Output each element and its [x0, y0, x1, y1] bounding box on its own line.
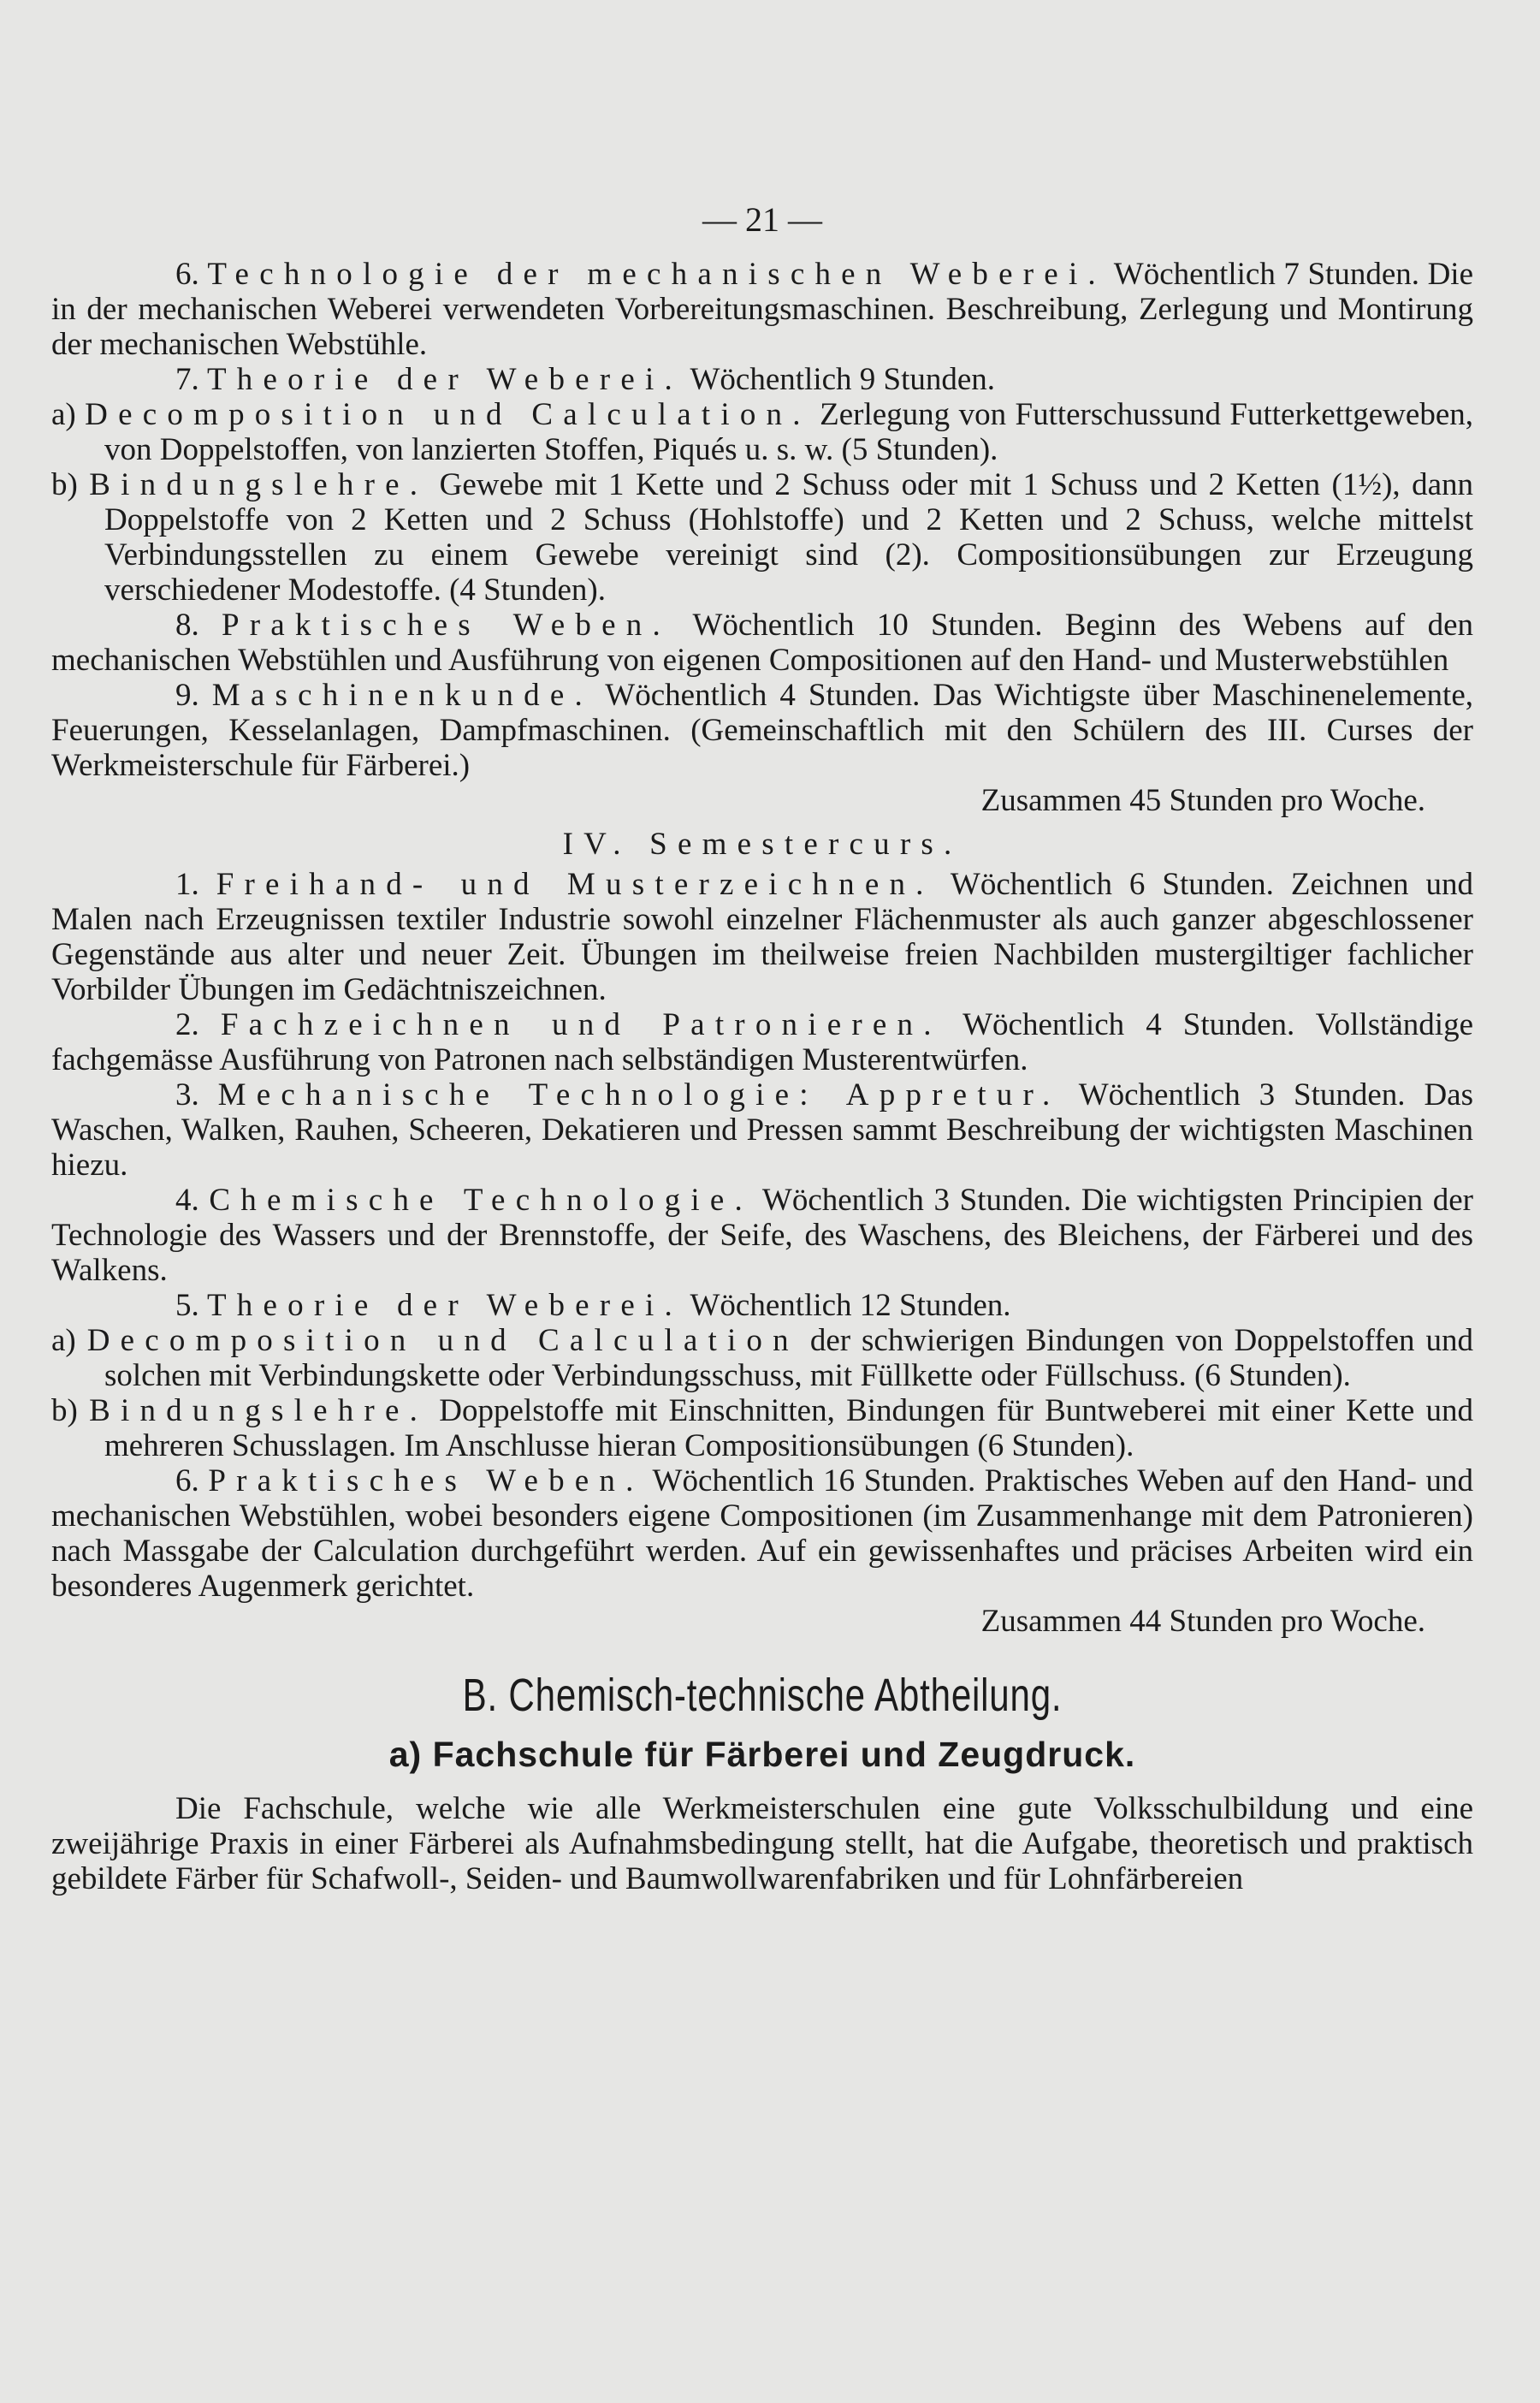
paragraph-subitem: b) Bindungslehre. Doppelstoffe mit Einschnitten, Bindungen für Buntweberei mit einer Kette und mehreren Schusslagen. Im Anschlusse hieran Compositionsübungen (6 Stunden).: [51, 1393, 1473, 1463]
page-text: [51, 190, 1473, 1896]
item-title: Decomposition und Calculation: [86, 1323, 799, 1358]
page-number: — 21 —: [702, 200, 822, 239]
paragraph-item: 8. Praktisches Weben. Wöchentlich 10 Stunden. Beginn des Webens auf den mechanischen Webstühlen und Ausführung von eigenen Compositionen auf den Hand- und Musterwebstühlen: [51, 608, 1473, 678]
item-title: Praktisches Weben.: [208, 1463, 644, 1498]
item-title: Mechanische Technologie: Appretur.: [217, 1077, 1061, 1112]
item-title: Praktisches Weben.: [221, 608, 671, 643]
paragraph-item: 3. Mechanische Technologie: Appretur. Wöchentlich 3 Stunden. Das Waschen, Walken, Rauhen, Scheeren, Dekatieren und Pressen sammt Beschreibung der wichtigsten Maschinen hiezu.: [51, 1077, 1473, 1183]
closing-paragraph: Die Fachschule, welche wie alle Werkmeisterschulen eine gute Volksschulbildung und eine zweijährige Praxis in einer Färberei als Aufnahmsbedingung stellt, hat die Aufgabe, theoretisch und praktisch gebildete Färber für Schafwoll-, Seiden- und Baumwollwarenfabriken und für Lohnfärbereien: [51, 1791, 1473, 1896]
item-title: Chemische Technologie.: [209, 1183, 753, 1218]
section-title: B. Chemisch-technische Abtheilung.: [462, 1670, 1063, 1721]
paragraph-item: 9. Maschinenkunde. Wöchentlich 4 Stunden. Das Wichtigste über Maschinenelemente, Feuerungen, Kesselanlagen, Dampfmaschinen. (Gemeinschaftlich mit den Schülern des III. Curses der Werkmeisterschule für Färberei.): [51, 678, 1474, 783]
weekly-total: Zusammen 44 Stunden pro Woche.: [980, 1604, 1425, 1639]
item-title: Decomposition und Calculation.: [85, 397, 811, 432]
semester-heading: IV. Semestercurs.: [562, 827, 962, 862]
item-title: Maschinenkunde.: [211, 678, 593, 713]
paragraph-item: 5. Theorie der Weberei. Wöchentlich 12 Stunden.: [175, 1288, 1011, 1323]
paragraph-item: 6. Technologie der mechanischen Weberei. Wöchentlich 7 Stunden. Die in der mechanischen Weberei verwendeten Vorbereitungsmaschinen. Beschreibung, Zerlegung und Montirung der mechanischen Webstühle.: [51, 257, 1473, 362]
item-title: Fachzeichnen und Patronieren.: [220, 1007, 942, 1042]
weekly-total: Zusammen 45 Stunden pro Woche.: [980, 783, 1425, 818]
paragraph-subitem: a) Decomposition und Calculation. Zerlegung von Futterschussund Futterkettgeweben, von Doppelstoffen, von lanzierten Stoffen, Piqués u. s. w. (5 Stunden).: [51, 397, 1474, 467]
paragraph-item: 1. Freihand- und Musterzeichnen. Wöchentlich 6 Stunden. Zeichnen und Malen nach Erzeugnissen textiler Industrie sowohl einzelner Flächenmuster als auch ganzer abgeschlossener Gegenstände aus alter und neuer Zeit. Übungen im theilweise freien Nachbilden mustergiltiger fachlicher Vorbilder Übungen im Gedächtniszeichnen.: [51, 867, 1473, 1007]
item-title: Theorie der Weberei.: [207, 1288, 683, 1323]
paragraph-subitem: b) Bindungslehre. Gewebe mit 1 Kette und 2 Schuss oder mit 1 Schuss und 2 Ketten (1½), dann Doppelstoffe von 2 Ketten und 2 Schuss (Hohlstoffe) und 2 Ketten und 2 Schuss, welche mittelst Verbindungsstellen zu einem Gewebe vereinigt sind (2). Compositionsübungen zur Erzeugung verschiedener Modestoffe. (4 Stunden).: [51, 467, 1473, 608]
item-title: Technologie der mechanischen Weberei.: [207, 257, 1106, 292]
item-title: Bindungslehre.: [89, 467, 429, 502]
paragraph-item: 7. Theorie der Weberei. Wöchentlich 9 Stunden.: [175, 362, 996, 397]
paragraph-item: 4. Chemische Technologie. Wöchentlich 3 Stunden. Die wichtigsten Principien der Technologie des Wassers und der Brennstoffe, der Seife, des Waschens, des Bleichens, der Färberei und des Walkens.: [51, 1183, 1474, 1288]
subsection-title: a) Fachschule für Färberei und Zeugdruck.: [388, 1735, 1136, 1774]
paragraph-subitem: a) Decomposition und Calculation der schwierigen Bindungen von Doppelstoffen und solchen mit Verbindungskette oder Verbindungsschuss, mit Füllkette oder Füllschuss. (6 Stunden).: [51, 1323, 1473, 1393]
item-title: Bindungslehre.: [89, 1393, 429, 1428]
item-title: Freihand- und Musterzeichnen.: [216, 867, 934, 902]
item-title: Theorie der Weberei.: [207, 362, 683, 397]
paragraph-item: 6. Praktisches Weben. Wöchentlich 16 Stunden. Praktisches Weben auf den Hand- und mechanischen Webstühlen, wobei besonders eigene Compositionen (im Zusammenhange mit dem Patronieren) nach Massgabe der Calculation durchgeführt werden. Auf ein gewissenhaftes und präcises Arbeiten wird ein besonderes Augenmerk gerichtet.: [51, 1463, 1473, 1604]
paragraph-item: 2. Fachzeichnen und Patronieren. Wöchentlich 4 Stunden. Vollständige fachgemässe Ausführung von Patronen nach selbständigen Musterentwürfen.: [51, 1007, 1473, 1077]
